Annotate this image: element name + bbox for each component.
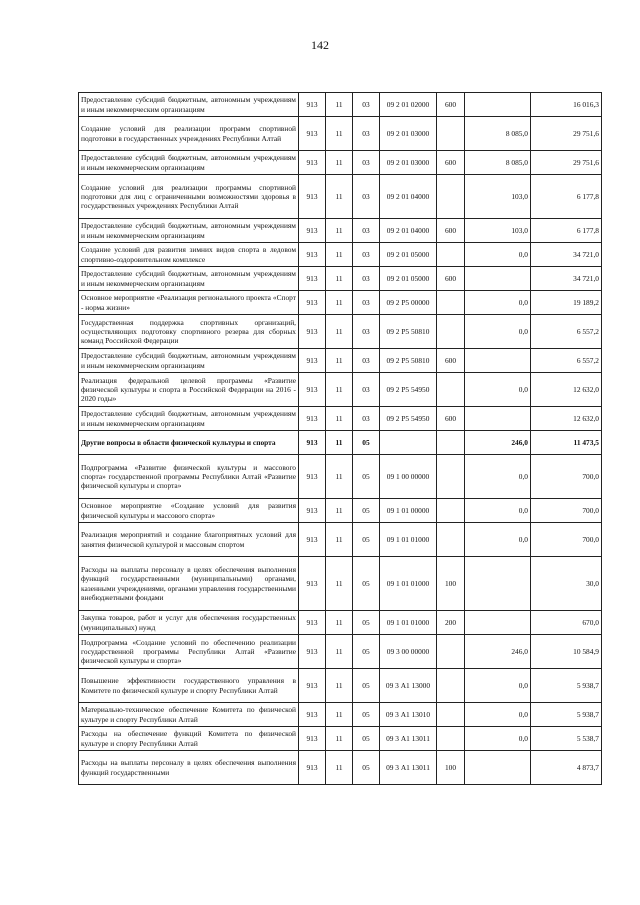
row-subsection: 03 [353,93,380,117]
row-section: 11 [326,635,353,669]
row-amount-1 [465,349,531,373]
row-amount-2: 6 177,8 [531,219,602,243]
budget-table-body [79,93,602,785]
row-subsection: 05 [353,669,380,703]
row-subsection: 03 [353,175,380,219]
table-row [79,349,602,373]
row-subsection: 05 [353,703,380,727]
table-row [79,267,602,291]
row-amount-2: 5 538,7 [531,727,602,751]
table-row [79,669,602,703]
row-subsection: 03 [353,151,380,175]
row-subsection: 05 [353,751,380,785]
row-section: 11 [326,291,353,315]
table-row [79,291,602,315]
row-admin-code: 913 [299,523,326,557]
table-row [79,243,602,267]
row-expense-type: 100 [437,751,465,785]
row-admin-code: 913 [299,219,326,243]
row-target-article: 09 3 А1 13011 [380,751,437,785]
row-subsection: 03 [353,349,380,373]
row-description: Расходы на обеспечение функций Комитета по физической культуре и спорту Республики Алтай [79,727,299,751]
row-admin-code: 913 [299,175,326,219]
row-subsection: 05 [353,499,380,523]
row-section: 11 [326,175,353,219]
row-admin-code: 913 [299,407,326,431]
row-target-article: 09 2 01 03000 [380,151,437,175]
row-description: Реализация мероприятий и создание благоприятных условий для занятия физической культурой и массовым спортом [79,523,299,557]
row-expense-type: 600 [437,151,465,175]
table-row [79,219,602,243]
row-expense-type [437,175,465,219]
row-admin-code: 913 [299,349,326,373]
table-row [79,611,602,635]
table-row [79,499,602,523]
row-admin-code: 913 [299,611,326,635]
row-target-article: 09 2 01 02000 [380,93,437,117]
row-amount-2: 16 016,3 [531,93,602,117]
table-row [79,455,602,499]
row-amount-1: 8 085,0 [465,151,531,175]
row-admin-code: 913 [299,291,326,315]
row-expense-type [437,117,465,151]
row-amount-1 [465,611,531,635]
row-subsection: 03 [353,407,380,431]
budget-table [78,92,602,785]
row-description: Предоставление субсидий бюджетным, автономным учреждениям и иным некоммерческим организациям [79,349,299,373]
row-section: 11 [326,557,353,611]
row-description: Подпрограмма «Создание условий по обеспечению реализации государственной программы Республики Алтай «Развитие физической культуры и спорта» [79,635,299,669]
row-description: Подпрограмма «Развитие физической культуры и массового спорта» государственной программы Республики Алтай «Развитие физической культуры и спорта» [79,455,299,499]
row-amount-2: 700,0 [531,499,602,523]
row-admin-code: 913 [299,151,326,175]
row-admin-code: 913 [299,267,326,291]
row-section: 11 [326,267,353,291]
row-target-article [380,431,437,455]
row-section: 11 [326,751,353,785]
row-subsection: 03 [353,373,380,407]
table-row [79,117,602,151]
table-row [79,703,602,727]
table-row [79,635,602,669]
row-admin-code: 913 [299,557,326,611]
row-expense-type [437,703,465,727]
row-target-article: 09 1 00 00000 [380,455,437,499]
row-amount-2: 6 177,8 [531,175,602,219]
row-amount-2: 10 584,9 [531,635,602,669]
row-amount-2: 29 751,6 [531,151,602,175]
row-amount-1: 103,0 [465,175,531,219]
row-description: Реализация федеральной целевой программы «Развитие физической культуры и спорта в Российской Федерации на 2016 - 2020 годы» [79,373,299,407]
row-section: 11 [326,93,353,117]
row-admin-code: 913 [299,703,326,727]
row-description: Основное мероприятие «Реализация регионального проекта «Спорт - норма жизни» [79,291,299,315]
table-row [79,727,602,751]
row-section: 11 [326,499,353,523]
row-amount-2: 12 632,0 [531,407,602,431]
row-amount-1: 0,0 [465,373,531,407]
row-description: Предоставление субсидий бюджетным, автономным учреждениям и иным некоммерческим организациям [79,407,299,431]
row-amount-1: 0,0 [465,243,531,267]
row-amount-2: 700,0 [531,523,602,557]
row-description: Материально-техническое обеспечение Комитета по физической культуре и спорту Республики Алтай [79,703,299,727]
table-row [79,151,602,175]
row-section: 11 [326,315,353,349]
row-section: 11 [326,407,353,431]
row-target-article: 09 3 00 00000 [380,635,437,669]
row-admin-code: 913 [299,315,326,349]
row-amount-2: 12 632,0 [531,373,602,407]
row-description: Создание условий для развития зимних видов спорта в ледовом спортивно-оздоровительном комплексе [79,243,299,267]
row-target-article: 09 3 А1 13000 [380,669,437,703]
row-target-article: 09 2 P5 54950 [380,373,437,407]
row-subsection: 03 [353,267,380,291]
row-expense-type: 100 [437,557,465,611]
row-description: Расходы на выплаты персоналу в целях обеспечения выполнения функций государственными [79,751,299,785]
row-section: 11 [326,727,353,751]
row-section: 11 [326,151,353,175]
row-admin-code: 913 [299,93,326,117]
row-section: 11 [326,117,353,151]
row-amount-1: 0,0 [465,315,531,349]
row-admin-code: 913 [299,635,326,669]
row-expense-type: 600 [437,349,465,373]
row-description: Закупка товаров, работ и услуг для обеспечения государственных (муниципальных) нужд [79,611,299,635]
row-section: 11 [326,523,353,557]
row-amount-1: 0,0 [465,455,531,499]
row-amount-2: 29 751,6 [531,117,602,151]
row-expense-type [437,315,465,349]
row-section: 11 [326,219,353,243]
row-section: 11 [326,669,353,703]
row-target-article: 09 1 01 01000 [380,557,437,611]
row-expense-type [437,455,465,499]
table-row [79,373,602,407]
row-admin-code: 913 [299,373,326,407]
row-expense-type [437,291,465,315]
row-amount-2: 670,0 [531,611,602,635]
row-description: Предоставление субсидий бюджетным, автономным учреждениям и иным некоммерческим организациям [79,151,299,175]
row-amount-2: 34 721,0 [531,243,602,267]
row-subsection: 05 [353,431,380,455]
row-expense-type: 200 [437,611,465,635]
row-expense-type [437,431,465,455]
table-row [79,175,602,219]
row-amount-1 [465,267,531,291]
row-admin-code: 913 [299,669,326,703]
row-amount-1: 0,0 [465,703,531,727]
row-target-article: 09 3 А1 13010 [380,703,437,727]
row-amount-1: 246,0 [465,431,531,455]
row-amount-2: 19 189,2 [531,291,602,315]
row-expense-type [437,669,465,703]
table-row [79,407,602,431]
row-amount-2: 30,0 [531,557,602,611]
row-subsection: 03 [353,117,380,151]
row-amount-1 [465,407,531,431]
row-amount-2: 6 557,2 [531,349,602,373]
row-admin-code: 913 [299,431,326,455]
row-description: Предоставление субсидий бюджетным, автономным учреждениям и иным некоммерческим организациям [79,267,299,291]
row-description: Расходы на выплаты персоналу в целях обеспечения выполнения функций государственными (муниципальными) органами, казенными учреждениями, органами управления государственными внебюджетными фондами [79,557,299,611]
row-target-article: 09 2 01 05000 [380,267,437,291]
row-subsection: 03 [353,243,380,267]
row-expense-type: 600 [437,267,465,291]
row-target-article: 09 2 01 05000 [380,243,437,267]
row-subsection: 05 [353,523,380,557]
row-target-article: 09 2 01 04000 [380,219,437,243]
table-row [79,315,602,349]
table-row [79,557,602,611]
row-subsection: 05 [353,727,380,751]
row-amount-1: 0,0 [465,499,531,523]
row-amount-1: 8 085,0 [465,117,531,151]
row-target-article: 09 2 01 04000 [380,175,437,219]
row-section: 11 [326,611,353,635]
row-target-article: 09 2 P5 54950 [380,407,437,431]
row-subsection: 03 [353,219,380,243]
table-row [79,93,602,117]
row-target-article: 09 1 01 01000 [380,523,437,557]
row-section: 11 [326,455,353,499]
row-amount-1: 0,0 [465,669,531,703]
row-target-article: 09 2 P5 00000 [380,291,437,315]
table-row [79,523,602,557]
row-description: Предоставление субсидий бюджетным, автономным учреждениям и иным некоммерческим организациям [79,219,299,243]
row-expense-type [437,635,465,669]
row-description: Создание условий для реализации программ спортивной подготовки в государственных учреждениях Республики Алтай [79,117,299,151]
row-amount-2: 700,0 [531,455,602,499]
row-description: Создание условий для реализации программы спортивной подготовки для лиц с ограниченными возможностями здоровья в государственных учреждениях Республики Алтай [79,175,299,219]
row-expense-type: 600 [437,93,465,117]
row-amount-1 [465,93,531,117]
table-row [79,751,602,785]
row-description: Повышение эффективности государственного управления в Комитете по физической культуре и спорту Республики Алтай [79,669,299,703]
row-subsection: 05 [353,635,380,669]
row-amount-1: 246,0 [465,635,531,669]
row-subsection: 05 [353,557,380,611]
row-amount-1: 0,0 [465,291,531,315]
row-admin-code: 913 [299,455,326,499]
row-target-article: 09 1 01 00000 [380,499,437,523]
row-amount-2: 5 938,7 [531,703,602,727]
row-amount-2: 4 873,7 [531,751,602,785]
row-expense-type [437,523,465,557]
row-target-article: 09 2 P5 50810 [380,349,437,373]
page-number: 142 [311,38,329,52]
row-amount-2: 6 557,2 [531,315,602,349]
row-target-article: 09 2 P5 50810 [380,315,437,349]
row-target-article: 09 2 01 03000 [380,117,437,151]
row-target-article: 09 3 А1 13011 [380,727,437,751]
row-amount-1: 0,0 [465,523,531,557]
row-admin-code: 913 [299,243,326,267]
row-expense-type [437,499,465,523]
row-description: Основное мероприятие «Создание условий для развития физической культуры и массового спорта» [79,499,299,523]
row-description: Другие вопросы в области физической культуры и спорта [79,431,299,455]
row-description: Государственная поддержка спортивных организаций, осуществляющих подготовку спортивного резерва для сборных команд Российской Федерации [79,315,299,349]
row-subsection: 03 [353,291,380,315]
row-expense-type [437,243,465,267]
row-expense-type: 600 [437,407,465,431]
row-amount-2: 34 721,0 [531,267,602,291]
row-expense-type [437,727,465,751]
row-section: 11 [326,431,353,455]
row-target-article: 09 1 01 01000 [380,611,437,635]
row-amount-1 [465,557,531,611]
row-section: 11 [326,243,353,267]
row-subsection: 05 [353,611,380,635]
row-amount-1 [465,751,531,785]
row-description: Предоставление субсидий бюджетным, автономным учреждениям и иным некоммерческим организациям [79,93,299,117]
row-subsection: 03 [353,315,380,349]
row-section: 11 [326,373,353,407]
row-admin-code: 913 [299,727,326,751]
table-row [79,431,602,455]
row-admin-code: 913 [299,751,326,785]
row-amount-1: 0,0 [465,727,531,751]
row-expense-type [437,373,465,407]
row-amount-1: 103,0 [465,219,531,243]
row-amount-2: 11 473,5 [531,431,602,455]
row-amount-2: 5 938,7 [531,669,602,703]
row-subsection: 05 [353,455,380,499]
row-section: 11 [326,703,353,727]
row-admin-code: 913 [299,117,326,151]
row-section: 11 [326,349,353,373]
row-expense-type: 600 [437,219,465,243]
row-admin-code: 913 [299,499,326,523]
